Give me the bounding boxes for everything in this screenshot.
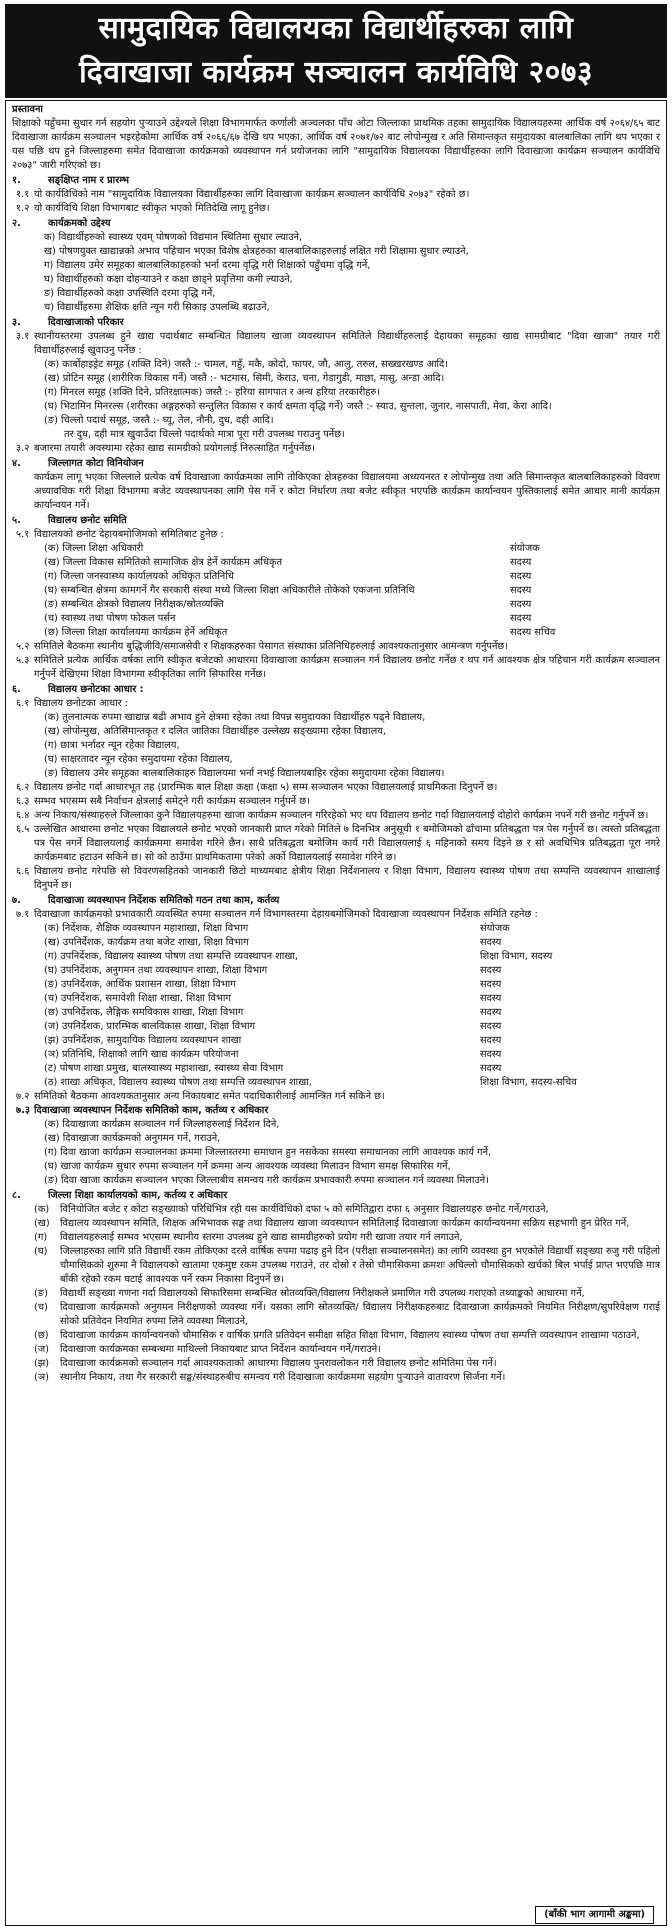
section-1-heading (12, 174, 660, 188)
member-title: (ङ) उपनिर्देशक, आर्थिक प्रशासन शाखा, शिक्षा विभाग (44, 979, 236, 990)
list-item (12, 372, 660, 386)
list-item-text: ग) विद्यालय उमेर समूहका बालबालिकाहरुको भर्ना दरमा वृद्धि गरी शिक्षाको पहुँचमा वृद्धि गर्ने, (44, 260, 371, 271)
list-item-text: (ख) प्रोटिन समूह (शारीरिक विकास गर्ने) जस्तै :- भटमास, सिमी, केराउ, चना, गेडागुडी, माछा, मासु, अन्डा आदि। (44, 373, 445, 384)
duty-item (12, 1245, 660, 1287)
clause-number: ७.३ (16, 1105, 30, 1116)
clause-number: १.२ (16, 203, 30, 214)
member-role: सदस्य (480, 1021, 502, 1032)
clause-text: सम्भव भएसम्म सबै निर्वाचन क्षेत्रलाई समेट्ने गरी कार्यक्रम सञ्चालन गर्नुपर्ने छ। (34, 796, 310, 807)
section-8-heading (12, 1189, 660, 1203)
duty-text: विद्यालय व्यवस्थापन समिति, शिक्षक अभिभावक सङ्घ तथा विद्यालय खाजा व्यवस्थापन समितिलाई दिवाखाजा कार्यक्रम कार्यान्वयनमा सक्रिय सहभागी हुन प्रेरित गर्ने, (60, 1218, 630, 1229)
list-item-text: (ङ) दिवा खाजा कार्यक्रम सञ्चालन भएका जिल्लाबीच समन्वय गरी कार्यक्रम प्रभावकारी रुपमा सञ्चालन गर्न व्यवस्था मिलाउने। (44, 1175, 489, 1186)
title-banner (5, 4, 667, 98)
list-item (12, 739, 660, 753)
preamble-text: शिक्षाको पहुँचमा सुधार गर्न सहयोग पुऱ्याउने उद्देश्यले शिक्षा विभागमार्फत कर्णाली अञ्चलका पाँच ओटा जिल्लाका प्राथमिक तहका सामुदायिक विद्यालयहरुमा आर्थिक वर्ष २०६४/६५ बाट दिवाखाजा कार्यक्रम सञ्चालन भइरहेकोमा आर्थिक वर्ष २०६६/६७ देखि थप भएका, आर्थिक वर्ष २०७१/७२ बाट लोपोन्मुख र अति सिमान्तकृत समुदायका बालबालिका लागि थप भएका र यस पछि थप हुने जिल्लाहरुमा समेत दिवाखाजा कार्यक्रमको व्यवस्थापन गर्न प्रयोजनका लागि "सामुदायिक विद्यालयका विद्यार्थीहरुका लागि दिवाखाजा कार्यक्रम सञ्चालन कार्यविधि २०७३" जारी गरिएको छ। (12, 118, 660, 171)
continued-notice: (बाँकी भाग आगामी अङ्कमा) (535, 1906, 654, 1924)
member-role: सदस्य (480, 965, 502, 976)
member-title: (ञ) प्रतिनिधि, शिक्षाको लागि खाद्य कार्यक्रम परियोजना (44, 1049, 239, 1060)
member-title: (ङ) सम्बन्धित क्षेत्रको विद्यालय निरीक्षक/स्रोतव्यक्ति (44, 599, 224, 610)
duty-text: जिल्लाहरुका लागि प्रति विद्यार्थी रकम तोकिएका दरले वार्षिक रुपमा पढाइ हुने दिन (परीक्षा सञ्चालनसमेत) का लागि व्यवस्था हुन भएकोले विद्यार्थी सङ्ख्या रुजु गरी पहिलो चौमासिकको शुरुमा नै विद्यालयको खातामा एकमुष्ट रकम उपलब्ध गराउने, तर दोस्रो र तेस्रो चौमासिकमा क्रमशः अघिल्लो चौमासिकको खर्चको बिल भर्पाई प्राप्त भएपछि मात्र बाँकी रहेको रकम घटाई आवश्यक पर्ने रकम निकासा दिनुपर्ने छ। (60, 1246, 660, 1285)
list-item (12, 231, 660, 245)
committee-member (12, 964, 660, 978)
list-item (12, 711, 660, 725)
list-item (12, 414, 660, 428)
duty-item (12, 1329, 660, 1343)
duty-item (12, 1203, 660, 1217)
clause-row (12, 908, 660, 922)
committee-member (12, 584, 660, 598)
clause-row (12, 865, 660, 893)
clause-text: बजारमा तयारी अवस्थामा रहेका खाद्य सामग्रीको प्रयोगलाई निरुत्साहित गर्नुपर्नेछ। (34, 443, 315, 454)
member-title: (च) उपनिर्देशक, समावेशी शिक्षा शाखा, शिक्षा विभाग (44, 993, 231, 1004)
duty-item (12, 1231, 660, 1245)
duty-label: (ख) (34, 1218, 50, 1229)
member-title: (ज) उपनिर्देशक, प्रारम्भिक बालविकास शाखा, शिक्षा विभाग (44, 1021, 256, 1032)
member-role: सदस्य सचिव (510, 627, 556, 638)
section-number: ७. (12, 895, 21, 906)
clause-row (12, 202, 660, 216)
committee-member (12, 922, 660, 936)
section-title: जिल्लागत कोटा विनियोजन (48, 458, 144, 469)
duty-label: (ञ) (34, 1372, 49, 1383)
list-item-text: क) विद्यार्थीहरुको स्वास्थ्य एवम् पोषणको विद्यमान स्थितिमा सुधार ल्याउने, (44, 232, 303, 243)
list-item (12, 1118, 660, 1132)
list-item-text: (घ) भिटामिन मिनरल्स (शरीरका अङ्गहरुको सन्तुलित विकास र कार्य क्षमता वृद्धि गर्ने) जस्तै :- स्याउ, सुन्तला, जुनार, नासपाती, मेवा, केरा आदि। (44, 401, 552, 412)
section-3-heading (12, 316, 660, 330)
clause-row (12, 1104, 660, 1118)
member-role: संयोजक (510, 543, 540, 554)
clause-text: विद्यालय छनोटका आधार : (34, 698, 129, 709)
duty-label: (ङ) (34, 1288, 48, 1299)
section-title: विद्यालय छनोट समिति (48, 515, 127, 526)
committee-member (12, 598, 660, 612)
member-role: सदस्य (510, 599, 532, 610)
clause-row (12, 697, 660, 711)
list-item (12, 1132, 660, 1146)
clause-text: स्थानीयस्तरमा उपलब्ध हुने खाद्य पदार्थबाट सम्बन्धित विद्यालय खाजा व्यवस्थापन समितिले विद्यार्थीहरुलाई देहायका समूहका खाद्य सामग्रीबाट "दिवा खाजा" तयार गरी विद्यार्थीहरुलाई खुवाउनु पर्नेछ : (34, 331, 660, 356)
committee-member (12, 570, 660, 584)
list-item (12, 753, 660, 767)
list-item (12, 1174, 660, 1188)
duty-item (12, 1357, 660, 1371)
clause-number: ६.६ (16, 866, 30, 877)
section-7-heading (12, 894, 660, 908)
list-item (12, 767, 660, 781)
member-title: (ग) जिल्ला जनस्वास्थ्य कार्यालयको अधिकृत प्रतिनिधि (44, 571, 234, 582)
clause-row (12, 442, 660, 456)
section-title: दिवाखाजा व्यवस्थापन निर्देशक समितिको गठन तथा काम, कर्तव्य (48, 895, 280, 906)
clause-row (12, 188, 660, 202)
duty-text: विनियोजित बजेट र कोटा सङ्ख्याको परिधिभित्र रही यस कार्यविधिको दफा ५ को समितिद्वारा दफा ६ अनुसार विद्यालयहरु छनोट गर्ने/गराउने, (60, 1204, 549, 1215)
member-title: (झ) उपनिर्देशक, सामुदायिक विद्यालय व्यवस्थापन शाखा (44, 1035, 242, 1046)
title-line-2: दिवाखाजा कार्यक्रम सञ्चालन कार्यविधि २०७३ (79, 55, 593, 90)
clause-row (12, 640, 660, 654)
member-role: सदस्य (480, 1063, 502, 1074)
duty-item (12, 1217, 660, 1231)
list-item (12, 301, 660, 315)
duty-label: (च) (34, 1302, 48, 1313)
section-6-heading (12, 683, 660, 697)
document-body (5, 100, 667, 1926)
committee-member (12, 936, 660, 950)
section-4-text: कार्यक्रम लागू भएका जिल्लाले प्रत्येक वर्ष दिवाखाजा कार्यक्रमका लागि तोकिएका क्षेत्रहरुका विद्यालयमा अध्ययनरत र लोपोन्मुख तथा अति सिमान्तकृत बालबालिकाहरुको विवरण अध्यावधिक गरी शिक्षा विभागमा बजेट व्यवस्थापनका लागि पेस गर्ने र कोटा निर्धारण तथा बजेट स्वीकृत भएपछि कार्यक्रम कार्यान्वयन पुस्तिकालाई समेत आधार मानी कार्यक्रम कार्यान्वयन गर्ने। (34, 472, 660, 511)
committee-member (12, 1034, 660, 1048)
committee-member (12, 1020, 660, 1034)
clause-number: ६.१ (16, 698, 30, 709)
duty-label: (ज) (34, 1344, 49, 1355)
clause-text: यो कार्यविधि शिक्षा विभागबाट स्वीकृत भएको मितिदेखि लागू हुनेछ। (34, 203, 270, 214)
member-role: सदस्य (510, 557, 532, 568)
clause-number: १.१ (16, 189, 30, 200)
member-role: सदस्य (480, 993, 502, 1004)
section-number: ८. (12, 1190, 21, 1201)
duty-item (12, 1343, 660, 1357)
committee-member (12, 950, 660, 964)
clause-text: समितिको बैठकमा आवश्यकतानुसार अन्य निकायबाट समेत पदाधिकारीलाई आमन्त्रित गर्न सकिने छ। (34, 1091, 385, 1102)
list-item-text: (ग) छात्रा भर्नादर न्यून रहेका विद्यालय, (44, 740, 180, 751)
member-title: (छ) जिल्ला शिक्षा कार्यालयमा कार्यक्रम हेर्ने अधिकृत (44, 627, 228, 638)
member-title: (ख) जिल्ला विकास समितिको सामाजिक क्षेत्र हेर्ने कार्यक्रम अधिकृत (44, 557, 283, 568)
list-item (12, 400, 660, 414)
section-number: ५. (12, 515, 21, 526)
member-title: (क) जिल्ला शिक्षा अधिकारी (44, 543, 144, 554)
duty-text: विद्यार्थी सङ्ख्या गणना गर्दा विद्यालयको सिफारिसमा सम्बन्धित स्रोतव्यक्ति/विद्यालय निरीक्षकले प्रमाणित गरी उपलब्ध गराएको तथ्याङ्कको आधारमा गर्ने, (60, 1288, 585, 1299)
member-title: (छ) उपनिर्देशक, लैङ्गिक समविकास शाखा, शिक्षा विभाग (44, 1007, 244, 1018)
duty-label: (झ) (34, 1358, 50, 1369)
member-role: सदस्य (480, 937, 502, 948)
list-item-text: (क) दिवाखाजा कार्यक्रम सञ्चालन गर्न जिल्लाहरुलाई निर्देशन दिने, (44, 1119, 280, 1130)
clause-number: ७.१ (16, 909, 30, 920)
committee-member (12, 626, 660, 640)
member-role: शिक्षा विभाग, सदस्य (480, 951, 553, 962)
duty-text: दिवाखाजा कार्यक्रमको सञ्चालन गर्दा आवश्यकताको आधारमा विद्यालय पुनरावलोकन गरी विद्यालय छनोट समितिमा पेस गर्ने। (60, 1358, 497, 1369)
list-item-text: घ) विद्यार्थीहरुको कक्षा दोहऱ्याउने र कक्षा छाड्ने प्रवृत्तिमा कमी ल्याउने, (44, 274, 293, 285)
clause-number: ५.२ (16, 641, 30, 652)
clause-number: ५.१ (16, 529, 30, 540)
clause-number: ३.२ (16, 443, 30, 454)
section-title: विद्यालय छनोटका आधार : (48, 684, 144, 695)
list-item-text: (ख) लोपोन्मुख, अतिसिमान्तकृत र दलित जातिका विद्यार्थीहरु उल्लेख्य सङ्ख्यामा रहेका विद्यालय, (44, 726, 387, 737)
committee-member (12, 1006, 660, 1020)
member-role: सदस्य (480, 1049, 502, 1060)
member-title: (ट) पोषण शाखा प्रमुख, बालस्वास्थ्य महाशाखा, स्वास्थ्य सेवा विभाग (44, 1063, 284, 1074)
section-4-heading (12, 457, 660, 471)
clause-number: ७.२ (16, 1091, 30, 1102)
clause-text: विद्यालय छनोट गर्दा आधारभूत तह (प्रारम्भिक बाल शिक्षा कक्षा (कक्षा ५) सम्म सञ्चालन भएका विद्यालयलाई प्राथमिकता दिनुपर्ने छ। (34, 782, 498, 793)
clause-row (12, 823, 660, 865)
duty-text: दिवाखाजा कार्यक्रम कार्यान्वयनको चौमासिक र वार्षिक प्रगति प्रतिवेदन समीक्षा सहित शिक्षा विभाग, विद्यालय स्वास्थ्य पोषण तथा सम्पत्ति व्यवस्थापन शाखामा पठाउने, (60, 1330, 640, 1341)
duty-item (12, 1371, 660, 1385)
list-item-text: (घ) खाजा कार्यक्रम सुधार रुपमा सञ्चालन गर्ने क्रममा अन्य आवश्यक व्यवस्था मिलाउन विभाग समक्ष सिफारिस गर्ने, (44, 1161, 451, 1172)
committee-member (12, 992, 660, 1006)
list-item-text: (ङ) चिल्लो पदार्थ समूह, जस्तै :- घ्यू, तेल, नौनी, दुध, दही आदि। (44, 415, 274, 426)
duty-label: (छ) (34, 1330, 49, 1341)
duty-text: स्थानीय निकाय, तथा गैर सरकारी सङ्घ/संस्थाहरुबीच समन्वय गरी दिवाखाजा कार्यक्रममा सहयोग पुऱ्याउने वातावरण सिर्जना गर्ने। (60, 1372, 506, 1383)
committee-member (12, 556, 660, 570)
clause-row (12, 330, 660, 358)
member-role: सदस्य (480, 1035, 502, 1046)
committee-member (12, 978, 660, 992)
clause-row (12, 528, 660, 542)
member-title: (घ) उपनिर्देशक, अनुगमन तथा व्यवस्थापन शाखा, शिक्षा विभाग (44, 965, 268, 976)
member-title: (ठ) शाखा अधिकृत, विद्यालय स्वास्थ्य पोषण तथा सम्पत्ति व्यवस्थापन शाखा, (44, 1077, 312, 1088)
committee-member (12, 612, 660, 626)
clause-row (12, 795, 660, 809)
clause-number: ६.५ (16, 824, 30, 835)
clause-row (12, 809, 660, 823)
duty-label: (घ) (34, 1246, 48, 1257)
clause-row (12, 781, 660, 795)
title-line-1: सामुदायिक विद्यालयका विद्यार्थीहरुका लागि (98, 11, 574, 46)
list-item (12, 358, 660, 372)
clause-text: दिवाखाजा व्यवस्थापन निर्देशक समितिको काम, कर्तव्य र अधिकार (34, 1105, 269, 1116)
list-item-text: ङ) विद्यार्थीहरुको कक्षा उपस्थिति दरमा वृद्धि गर्ने, (44, 288, 216, 299)
list-item (12, 245, 660, 259)
section-title: सङ्क्षिप्त नाम र प्रारम्भ (48, 175, 130, 186)
clause-text: समितिले प्रत्येक आर्थिक वर्षका लागि स्वीकृत बजेटको आधारमा दिवाखाजा कार्यक्रम सञ्चालन गर्न विद्यालय छनोट गर्नेछ र थप गर्न आवश्यक क्षेत्र पहिचान गरी कार्यक्रम सञ्चालन गर्नुपर्ने देखिएमा शिक्षा विभागमा स्वीकृतिका लागि सिफारिस गर्नेछ। (34, 655, 660, 680)
section-title: कार्यक्रमको उद्देश्य (48, 218, 111, 229)
list-item-text: (क) तुलनात्मक रुपमा खाद्यान्न बढी अभाव हुने क्षेत्रमा रहेका तथा विपन्न समुदायका विद्यार्थीहरु पढ्ने विद्यालय, (44, 712, 426, 723)
member-role: शिक्षा विभाग, सदस्य-सचिव (480, 1077, 577, 1088)
section-number: ६. (12, 684, 21, 695)
list-item-text: (क) कार्बोहाइड्रेट समूह (शक्ति दिने) जस्तै :- चामल, गहुँ, मकै, कोदो, फापर, जौ, आलु, तरुल, सख्खरखण्ड आदि। (44, 359, 448, 370)
clause-text: यो कार्यविधिको नाम "सामुदायिक विद्यालयका विद्यार्थीहरुका लागि दिवाखाजा कार्यक्रम सञ्चालन कार्यविधि २०७३" रहेको छ। (34, 189, 470, 200)
preamble-heading: प्रस्तावना (12, 104, 43, 115)
list-item (12, 1146, 660, 1160)
member-title: (क) निर्देशक, शैक्षिक व्यवस्थापन महाशाखा, शिक्षा विभाग (44, 923, 249, 934)
member-title: (घ) सम्बन्धित क्षेत्रमा कामगर्ने गैर सरकारी संस्था मध्ये जिल्ला शिक्षा अधिकारीले तोकेको एकजना प्रतिनिधि (44, 585, 415, 596)
clause-text: उल्लेखित आधारमा छनोट भएका विद्यालयले छनोट भएको जानकारी प्राप्त गरेको मितिले ७ दिनभित्र अनुसूची १ बमोजिमको ढाँचामा प्रतिबद्धता पत्र पेस गर्नुपर्ने छ। त्यस्तो प्रतिबद्धता पत्र पेस नगर्ने विद्यालयलाई कार्यक्रममा समावेश गरिने छैन। साथै प्रतिबद्धता बमोजिम कार्य गरी विद्यालयलाई ६ महिनाको समय दिइने छ र सो अवधिभित्र प्रतिबद्धता पूरा नगरे कार्यक्रमबाट हटाउन सकिने छ। सो को ठाउँमा प्राथमिकतामा परेको अर्को विद्यालयलाई समावेश गरिने छ। (34, 824, 660, 863)
clause-text: समितिले बैठकमा स्थानीय बुद्धिजीवि/समाजसेवी र शिक्षकहरुका पेसागत संस्थाका प्रतिनिधिहरुलाई आवश्यकतानुसार आमन्त्रण गर्नुपर्नेछ। (34, 641, 508, 652)
list-item-text: तर दुध, दही मात्र खुवाउँदा चिल्लो पदार्थको मात्रा पूरा गरी उपलब्ध गराउनु पर्नेछ। (64, 429, 345, 440)
member-role: सदस्य (480, 979, 502, 990)
clause-number: ६.४ (16, 810, 30, 821)
clause-text: दिवाखाजा कार्यक्रमको प्रभावकारी व्यवस्थित रुपमा सञ्चालन गर्न विभागस्तरमा देहायबमोजिमको दिवाखाजा व्यवस्थापन निर्देशक समिति रहनेछ : (34, 909, 538, 920)
committee-member (12, 1076, 660, 1090)
duty-text: विद्यालयहरुलाई सम्भव भएसम्म स्थानीय स्तरमा उपलब्ध हुने खाद्य सामग्रीहरुको प्रयोग गरी खाजा तयार गर्न लगाउने, (60, 1232, 463, 1243)
clause-text: विद्यालयको छनोट देहायबमोजिमको समितिबाट हुनेछ : (34, 529, 224, 540)
section-2-heading (12, 217, 660, 231)
clause-text: अन्य निकाय/संस्थाहरुले जिल्लाका कुनै विद्यालयहरुमा खाजा कार्यक्रम सञ्चालन गरिरहेको भए थप विद्यालय छनोट गर्दा विद्यालयलाई दोहोरो कार्यक्रम नपर्ने गरी छनोट गर्नुपर्ने छ। (34, 810, 649, 821)
clause-text: विद्यालय छनोट गरेपछि सो विवरणसहितको जानकारी छिटो माध्यमबाट क्षेत्रीय शिक्षा निर्देशनालय र शिक्षा विभाग, विद्यालय स्वास्थ्य पोषण तथा सम्पन्ति व्यवस्थापन शाखालाई दिनुपर्ने छ। (34, 866, 660, 891)
section-number: ४. (12, 458, 21, 469)
duty-text: दिवाखाजा कार्यक्रमका सम्बन्धमा माथिल्लो निकायबाट प्राप्त निर्देशन कार्यान्वयन गर्ने/गराउने। (60, 1344, 381, 1355)
list-item-text: (ख) दिवाखाजा कार्यक्रमको अनुगमन गर्ने, गराउने, (44, 1133, 221, 1144)
committee-member (12, 1048, 660, 1062)
list-item (12, 273, 660, 287)
section-title: दिवाखाजाको परिकार (48, 317, 124, 328)
committee-member (12, 1062, 660, 1076)
member-role: सदस्य (510, 571, 532, 582)
list-item (12, 1160, 660, 1174)
section-5-heading (12, 514, 660, 528)
member-title: (च) स्वास्थ्य तथा पोषण फोकल पर्सन (44, 613, 176, 624)
member-title: (ग) उपनिर्देशक, विद्यालय स्वास्थ्य पोषण तथा सम्पत्ति व्यवस्थापन शाखा, (44, 951, 298, 962)
list-item (12, 386, 660, 400)
list-item (12, 287, 660, 301)
section-title: जिल्ला शिक्षा कार्यालयको काम, कर्तव्य र अधिकार (48, 1190, 228, 1201)
clause-row (12, 654, 660, 682)
section-number: २. (12, 218, 21, 229)
member-role: सदस्य (510, 585, 532, 596)
duty-label: (ग) (34, 1232, 48, 1243)
list-item-text: (ङ) विद्यालय उमेर समूहका बालबालिकाहरु विद्यालयमा भर्ना नभई विद्यालयबाहिर रहेका समुदायमा रहेका विद्यालय। (44, 768, 445, 779)
list-item-text: (ग) मिनरल समूह (शक्ति दिने, प्रतिरक्षात्मक) जस्तै :- हरिया सागपात र अन्य हरिया तरकारीहरु। (44, 387, 381, 398)
clause-row (12, 1090, 660, 1104)
clause-number: ६.२ (16, 782, 30, 793)
section-number: ३. (12, 317, 21, 328)
duty-item (12, 1287, 660, 1301)
clause-number: ५.३ (16, 655, 30, 666)
list-item-text: च) विद्यार्थीहरुमा शैक्षिक क्षति न्यून गरी सिकाइ उपलब्धि बढाउने, (44, 302, 270, 313)
list-item (12, 725, 660, 739)
clause-number: ६.३ (16, 796, 30, 807)
section-number: १. (12, 175, 21, 186)
member-role: सदस्य (510, 613, 532, 624)
list-item-text: (ग) दिवा खाजा कार्यक्रम सञ्चालनका क्रममा जिल्लास्तरमा समाधान हुन नसकेका समस्या समाधानका लागि आवश्यक कार्य गर्ने, (44, 1147, 492, 1158)
member-title: (ख) उपनिर्देशक, कार्यक्रम तथा बजेट शाखा, शिक्षा विभाग (44, 937, 249, 948)
member-role: संयोजक (480, 923, 510, 934)
list-item-text: (घ) साक्षरतादर न्यून रहेका समुदायमा रहेका विद्यालय, (44, 754, 233, 765)
list-item-text: ख) पोषणयुक्त खाद्यान्नको अभाव पहिचान भएका विशेष क्षेत्रहरुका बालबालिकाहरुलाई लक्षित गरी शिक्षामा सुधार ल्याउने, (44, 246, 469, 257)
clause-number: ३.१ (16, 331, 30, 342)
duty-text: दिवाखाजा कार्यक्रमको अनुगमन निरीक्षणको व्यवस्था गर्ने। यसका लागि स्रोतव्यक्ति/ विद्यालय निरीक्षकहरुबाट दिवाखाजा कार्यक्रमको नियमित निरीक्षण/सुपरिवेक्षण गराई सोको प्रतिवेदन नियमित रुपमा लिने व्यवस्था मिलाउने, (60, 1302, 660, 1327)
list-item (12, 259, 660, 273)
duty-item (12, 1301, 660, 1329)
duty-label: (क) (34, 1204, 50, 1215)
member-role: सदस्य (480, 1007, 502, 1018)
committee-member (12, 542, 660, 556)
list-item (12, 428, 660, 442)
